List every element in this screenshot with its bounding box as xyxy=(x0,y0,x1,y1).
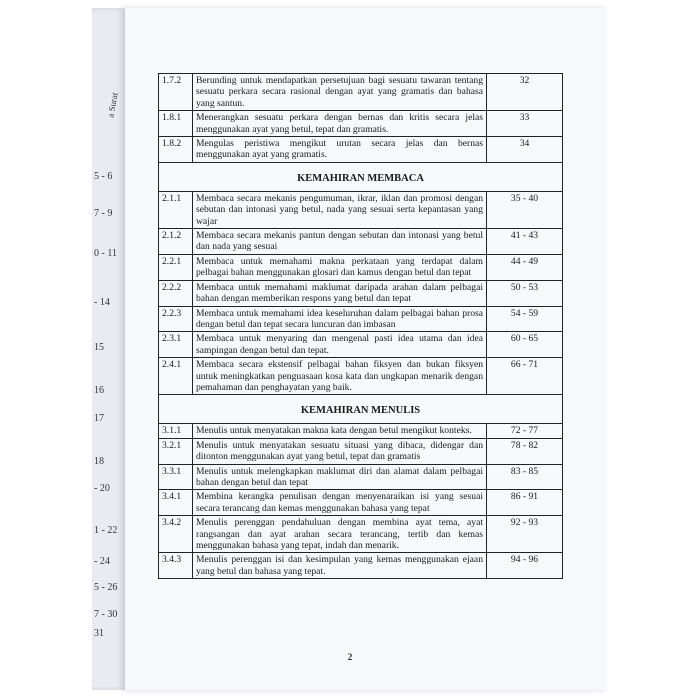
row-description: Membaca untuk menyaring dan mengenal pasti idea utama dan idea sampingan dengan betul dan tepat. xyxy=(193,332,487,358)
side-tab-label: - 24 xyxy=(94,556,110,567)
row-page: 78 - 82 xyxy=(487,438,563,464)
row-page: 92 - 93 xyxy=(487,516,563,553)
table-row xyxy=(159,464,563,490)
row-page: 83 - 85 xyxy=(487,464,563,490)
table-row xyxy=(159,358,563,395)
row-code: 2.2.2 xyxy=(159,280,193,306)
side-tab-label: 18 xyxy=(94,456,104,467)
row-code: 3.4.3 xyxy=(159,553,193,579)
row-description: Menulis untuk menyatakan sesuatu situasi yang dibaca, didengar dan ditonton menggunakan ayat yang betul, tepat dan gramatis xyxy=(193,438,487,464)
row-description: Membaca untuk memahami idea keseluruhan dalam pelbagai bahan prosa dengan betul dan tepat secara luncuran dan imbasan xyxy=(193,306,487,332)
row-page: 50 - 53 xyxy=(487,280,563,306)
row-page: 66 - 71 xyxy=(487,358,563,395)
row-code: 3.1.1 xyxy=(159,424,193,438)
table-row xyxy=(159,332,563,358)
section-header-row xyxy=(159,162,563,191)
table-row xyxy=(159,191,563,228)
row-description: Membaca untuk memahami makna perkataan yang terdapat dalam pelbagai bahan menggunakan glosari dan kamus dengan betul dan tepat xyxy=(193,254,487,280)
row-page: 32 xyxy=(487,74,563,111)
row-description: Membina kerangka penulisan dengan menyenaraikan isi yang sesuai secara terancang dan kemas menggunakan bahasa yang tepat xyxy=(193,490,487,516)
section-title: KEMAHIRAN MEMBACA xyxy=(297,172,424,184)
section-title: KEMAHIRAN MENULIS xyxy=(300,405,421,417)
row-page: 72 - 77 xyxy=(487,424,563,438)
row-code: 3.3.1 xyxy=(159,464,193,490)
side-tab-label: 16 xyxy=(94,385,104,396)
side-tab-label: 31 xyxy=(94,628,104,639)
row-code: 2.1.2 xyxy=(159,229,193,255)
table-row xyxy=(159,553,563,579)
row-page: 44 - 49 xyxy=(487,254,563,280)
row-page: 94 - 96 xyxy=(487,553,563,579)
row-description: Mengulas peristiwa mengikut urutan secara jelas dan bernas menggunakan ayat yang gramatis. xyxy=(193,137,487,163)
side-tab-label: 7 - 9 xyxy=(94,208,113,219)
row-code: 3.4.1 xyxy=(159,490,193,516)
row-page: 34 xyxy=(487,137,563,163)
row-code: 2.3.1 xyxy=(159,332,193,358)
table-row xyxy=(159,111,563,137)
row-description: Menulis perenggan pendahuluan dengan membina ayat tema, ayat rangsangan dan ayat arahan secara terancang, tertib dan kemas menggunakan bahasa yang tepat, indah dan menarik. xyxy=(193,516,487,553)
row-page: 86 - 91 xyxy=(487,490,563,516)
row-description: Menulis untuk menyatakan makna kata dengan betul mengikut konteks. xyxy=(193,424,487,438)
row-code: 1.8.1 xyxy=(159,111,193,137)
side-tab-label: a Surat xyxy=(105,91,120,119)
row-code: 3.2.1 xyxy=(159,438,193,464)
table-row xyxy=(159,306,563,332)
table-row xyxy=(159,424,563,438)
side-tab-label: - 14 xyxy=(94,297,110,308)
table-row xyxy=(159,229,563,255)
table-row xyxy=(159,516,563,553)
row-description: Menulis perenggan isi dan kesimpulan yang kemas menggunakan ejaan yang betul dan bahasa yang tepat. xyxy=(193,553,487,579)
row-code: 2.1.1 xyxy=(159,191,193,228)
row-description: Membaca secara mekanis pengumuman, ikrar, iklan dan promosi dengan sebutan dan intonasi yang betul, nada yang sesuai serta kepantasan yang wajar xyxy=(193,191,487,228)
side-tab-label: 5 - 26 xyxy=(94,582,118,593)
table-row xyxy=(159,74,563,111)
row-description: Membaca secara mekanis pantun dengan sebutan dan intonasi yang betul dan nada yang sesuai xyxy=(193,229,487,255)
row-code: 2.2.1 xyxy=(159,254,193,280)
row-code: 2.4.1 xyxy=(159,358,193,395)
row-description: Berunding untuk mendapatkan persetujuan bagi sesuatu tawaran tentang sesuatu perkara secara rasional dengan ayat yang gramatis dan bahasa yang santun. xyxy=(193,74,487,111)
row-description: Menerangkan sesuatu perkara dengan bernas dan kritis secara jelas menggunakan ayat yang betul, tepat dan gramatis. xyxy=(193,111,487,137)
row-description: Menulis untuk melengkapkan maklumat diri dan alamat dalam pelbagai bahan dengan betul dan tepat xyxy=(193,464,487,490)
section-header-row xyxy=(159,395,563,424)
table-row xyxy=(159,438,563,464)
side-tab-label: 1 - 22 xyxy=(94,525,118,536)
row-page: 54 - 59 xyxy=(487,306,563,332)
page-number: 2 xyxy=(347,652,353,662)
side-tab-label: 17 xyxy=(94,413,104,424)
row-description: Membaca secara ekstensif pelbagai bahan fiksyen dan bukan fiksyen untuk meningkatkan penguasaan kosa kata dan ungkapan menarik dengan pemahaman dan penghayatan yang baik. xyxy=(193,358,487,395)
row-page: 35 - 40 xyxy=(487,191,563,228)
side-tab-label: 7 - 30 xyxy=(94,609,118,620)
contents-table xyxy=(158,73,563,579)
row-code: 1.7.2 xyxy=(159,74,193,111)
row-code: 2.2.3 xyxy=(159,306,193,332)
side-tab-label: 5 - 6 xyxy=(94,171,113,182)
table-row xyxy=(159,137,563,163)
table-row xyxy=(159,254,563,280)
table-row xyxy=(159,490,563,516)
side-tab-label: - 20 xyxy=(94,483,110,494)
row-code: 3.4.2 xyxy=(159,516,193,553)
row-code: 1.8.2 xyxy=(159,137,193,163)
row-description: Membaca untuk memahami maklumat daripada arahan dalam pelbagai bahan dengan memberikan respons yang betul dan tepat xyxy=(193,280,487,306)
row-page: 60 - 65 xyxy=(487,332,563,358)
side-tab-label: 15 xyxy=(94,342,104,353)
table-row xyxy=(159,280,563,306)
side-tab-label: 0 - 11 xyxy=(94,248,117,259)
row-page: 33 xyxy=(487,111,563,137)
row-page: 41 - 43 xyxy=(487,229,563,255)
